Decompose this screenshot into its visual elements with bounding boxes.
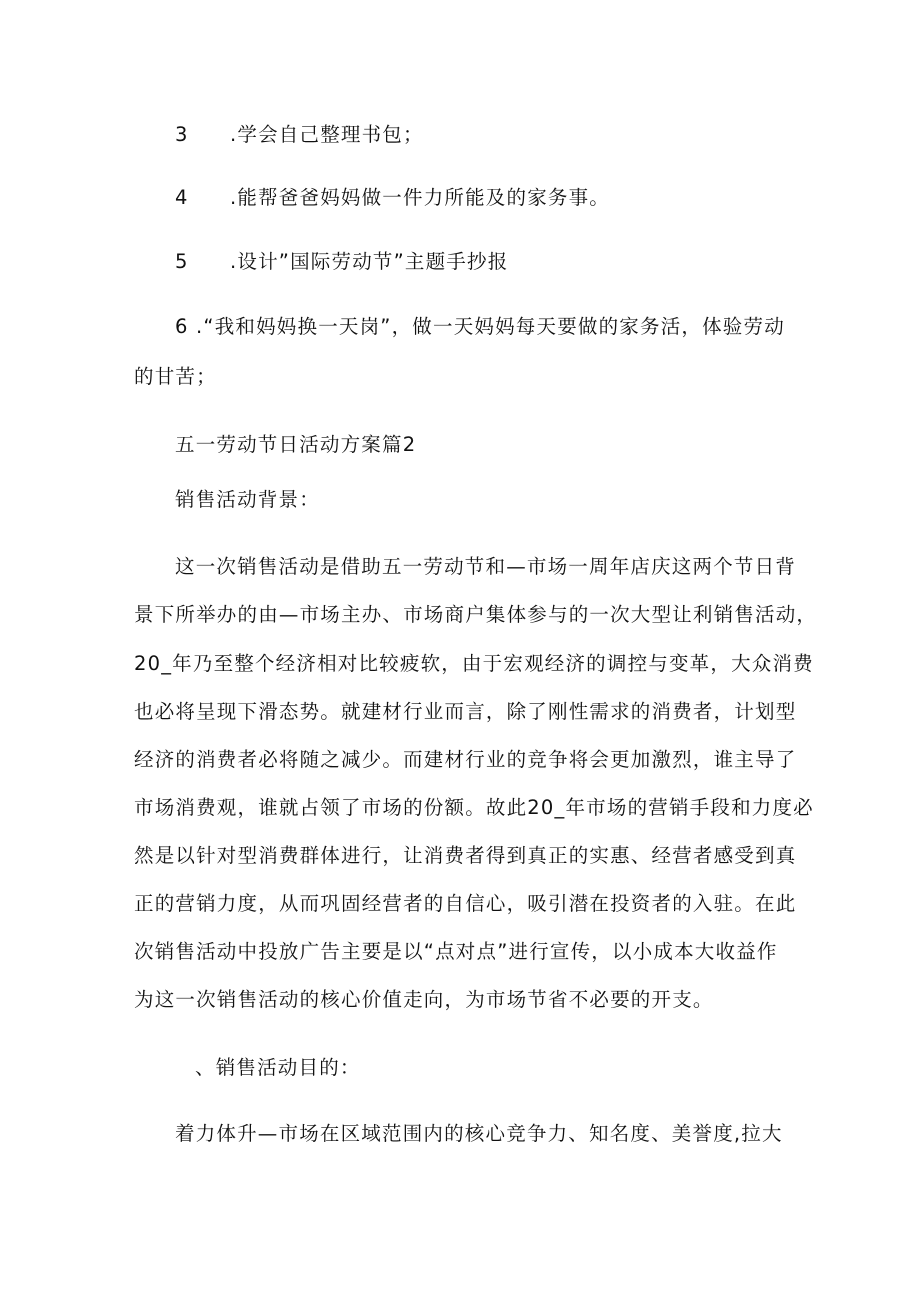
paragraph-line: 正的营销力度，从而巩固经营者的自信心，吸引潜在投资者的入驻。在此 (134, 892, 797, 915)
list-item-text: .学会自己整理书包； (230, 123, 424, 146)
purpose-heading: 、销售活动目的： (195, 1056, 361, 1079)
paragraph-line: 也必将呈现下滑态势。就建材行业而言，除了刚性需求的消费者，计划型 (134, 700, 797, 723)
paragraph-line: 20_年乃至整个经济相对比较疲软，由于宏观经济的调控与变革，大众消费 (134, 652, 814, 675)
list-item-text: .设计”国际劳动节”主题手抄报 (230, 250, 509, 273)
paragraph-line: 次销售活动中投放广告主要是以“点对点”进行宣传，以小成本大收益作 (134, 940, 778, 963)
paragraph-line: 然是以针对型消费群体进行，让消费者得到真正的实惠、经营者感受到真 (134, 844, 797, 867)
list-item-number: 3 (175, 123, 188, 146)
purpose-paragraph-line: 着力体升—市场在区域范围内的核心竞争力、知名度、美誉度,拉大 (175, 1122, 783, 1145)
list-item-6-line2: 的甘苦； (134, 365, 217, 388)
list-item-text: .能帮爸爸妈妈做一件力所能及的家务事。 (230, 186, 610, 209)
list-item-number: 4 (175, 186, 188, 209)
paragraph-line: 为这一次销售活动的核心价值走向，为市场节省不必要的开支。 (134, 988, 714, 1011)
paragraph-line: 这一次销售活动是借助五一劳动节和—市场一周年店庆这两个节日背 (175, 555, 797, 578)
paragraph-line: 市场消费观，谁就占领了市场的份额。故此20_年市场的营销手段和力度必 (134, 796, 814, 819)
list-item-number: 5 (175, 250, 188, 273)
paragraph-line: 景下所举办的由—市场主办、市场商户集体参与的一次大型让利销售活动， (134, 603, 818, 626)
list-item-6-line1: 6 .“我和妈妈换一天岗”，做一天妈妈每天要做的家务活，体验劳动 (175, 315, 785, 338)
background-heading: 销售活动背景： (175, 488, 320, 511)
section-title: 五一劳动节日活动方案篇2 (175, 433, 417, 456)
paragraph-line: 经济的消费者必将随之减少。而建材行业的竞争将会更加激烈，谁主导了 (134, 748, 797, 771)
